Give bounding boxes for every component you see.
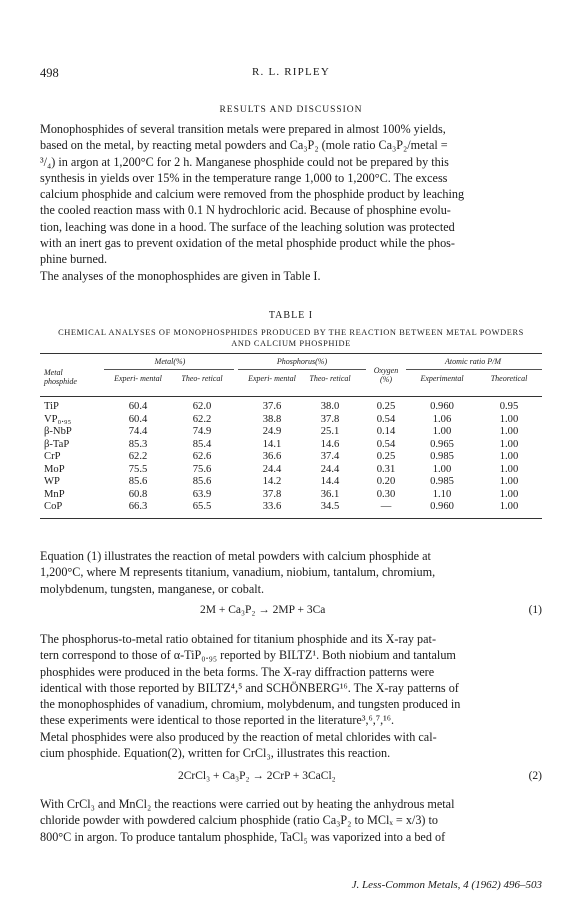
table-cell-p-exp: 33.6: [262, 501, 282, 512]
table-cell-p-exp: 14.2: [262, 476, 282, 487]
table-cell-p-exp: 36.6: [262, 451, 282, 462]
table-cell-metal-theo: 74.9: [192, 426, 212, 437]
table-cell-metal-theo: 62.2: [192, 413, 212, 425]
table-cell-ratio-theo: 1.00: [499, 463, 519, 475]
text-line: cium phosphide. Equation(2), written for CrCl₃, illustrates this reaction.: [40, 746, 391, 761]
header-ratio-theoretical: Theoretical: [490, 374, 528, 383]
text-line: based on the metal, by reacting metal powders and Ca₃P₂ (mole ratio Ca₃P₂/metal =: [40, 138, 448, 153]
table-cell-metal-theo: 62.0: [192, 401, 212, 412]
table-cell-ratio-exp: 0.985: [430, 451, 454, 462]
table-cell-ratio-theo: 1.00: [499, 476, 519, 487]
table-cell-ratio-theo: 1.00: [499, 413, 519, 425]
table-bottom-rule: [40, 518, 542, 519]
text-line: identical with those reported by BILTZ⁴,⁵ and SCHÖNBERG¹⁶. The X-ray patterns of: [40, 680, 459, 695]
equation-2-number: (2): [528, 770, 542, 782]
table-cell-ratio-exp: 0.960: [430, 501, 454, 512]
table-cell-metal-theo: 85.4: [192, 438, 212, 450]
table-cell-ratio-theo: 0.95: [499, 401, 519, 412]
paragraph-chlorides: [40, 796, 542, 845]
header-oxygen-pct: Oxygen (%): [373, 366, 399, 384]
table-caption: TABLE I: [268, 310, 314, 321]
table-cell-metal-theo: 65.5: [192, 501, 212, 512]
equation-2: 2CrCl₃ + Ca₃P₂ → 2CrP + 3CaCl₂: [178, 770, 336, 782]
table-cell-p-theo: 25.1: [320, 426, 340, 437]
text-line: the monophosphides of vanadium, chromium, molybdenum, and tungsten produced in: [40, 697, 461, 712]
table-cell-ratio-exp: 1.00: [432, 463, 452, 475]
table-cell-phosphide: VP₀.₉₅: [44, 413, 72, 425]
text-line: 1,200°C, where M represents titanium, vanadium, niobium, tantalum, chromium,: [40, 565, 436, 580]
table-cell-metal-exp: 85.3: [128, 438, 148, 450]
header-phosphorus-experimental: Experi- mental: [248, 374, 296, 383]
table-cell-ratio-exp: 0.965: [430, 438, 454, 450]
group-underline: [238, 369, 366, 370]
table-cell-p-exp: 24.9: [262, 426, 282, 437]
text-line: the cooled reaction mass with 0.1 N hydrochloric acid. Because of phosphine evolu-: [40, 203, 451, 218]
header-metal-phosphide: Metal phosphide: [44, 368, 77, 386]
header-atomic-ratio: Atomic ratio P/M: [445, 357, 501, 366]
table-top-rule: [40, 353, 542, 354]
table-cell-p-theo: 34.5: [320, 501, 340, 512]
text-line: Equation (1) illustrates the reaction of metal powders with calcium phosphide at: [40, 549, 431, 563]
text-line: phosphides were produced in the beta forms. The X-ray diffraction patterns were: [40, 664, 435, 679]
text-line: With CrCl₃ and MnCl₂ the reactions were carried out by heating the anhydrous metal: [40, 797, 455, 811]
text-line: The analyses of the monophosphides are given in Table I.: [40, 268, 321, 283]
group-underline: [104, 369, 234, 370]
text-line: 800°C in argon. To produce tantalum phosphide, TaCl₅ was vaporized into a bed of: [40, 829, 446, 844]
table-cell-ratio-theo: 1.00: [499, 451, 519, 462]
table-cell-oxygen: 0.54: [376, 413, 396, 425]
table-cell-metal-theo: 63.9: [192, 488, 212, 500]
table-cell-phosphide: β-TaP: [44, 438, 70, 450]
table-cell-oxygen: 0.30: [376, 488, 396, 500]
section-title: RESULTS AND DISCUSSION: [219, 105, 363, 115]
running-header: [40, 66, 542, 82]
header-phosphorus-pct: Phosphorus(%): [276, 357, 328, 366]
table-cell-p-theo: 38.0: [320, 401, 340, 412]
table-cell-metal-exp: 66.3: [128, 501, 148, 512]
table-cell-phosphide: WP: [44, 476, 60, 487]
table-cell-p-theo: 14.4: [320, 476, 340, 487]
journal-footer: J. Less-Common Metals, 4 (1962) 496–503: [351, 879, 542, 891]
table-cell-metal-exp: 62.2: [128, 451, 148, 462]
paragraph-equation1-intro: [40, 548, 542, 597]
table-cell-ratio-exp: 1.00: [432, 426, 452, 437]
table-cell-ratio-theo: 1.00: [499, 426, 519, 437]
text-line: phine burned.: [40, 252, 108, 267]
paragraph-results: [40, 631, 542, 761]
table-cell-p-theo: 24.4: [320, 463, 340, 475]
table-cell-metal-theo: 85.6: [192, 476, 212, 487]
equation-1: 2M + Ca₃P₂ → 2MP + 3Ca: [200, 604, 326, 616]
text-line: Metal phosphides were also produced by the reaction of metal chlorides with cal-: [40, 729, 437, 744]
table-cell-metal-exp: 75.5: [128, 463, 148, 475]
equation-1-number: (1): [528, 604, 542, 616]
paragraph-intro: [40, 121, 542, 284]
table-cell-oxygen: 0.54: [376, 438, 396, 450]
table-cell-ratio-exp: 1.06: [432, 413, 452, 425]
table-cell-oxygen: 0.14: [376, 426, 396, 437]
table-cell-p-theo: 14.6: [320, 438, 340, 450]
table-cell-metal-theo: 75.6: [192, 463, 212, 475]
header-metal-experimental: Experi- mental: [114, 374, 162, 383]
table-cell-ratio-theo: 1.00: [499, 488, 519, 500]
header-metal-pct: Metal(%): [154, 357, 186, 366]
table-cell-oxygen: —: [380, 501, 392, 512]
running-head-author: R. L. RIPLEY: [252, 66, 330, 78]
group-underline: [406, 369, 542, 370]
table-cell-p-exp: 37.8: [262, 488, 282, 500]
table-cell-p-theo: 36.1: [320, 488, 340, 500]
table-cell-p-exp: 37.6: [262, 401, 282, 412]
table-cell-metal-exp: 74.4: [128, 426, 148, 437]
table-cell-phosphide: MoP: [44, 463, 65, 475]
text-line: tion, leaching was done in a hood. The surface of the leaching solution was protected: [40, 219, 455, 234]
text-line: calcium phosphide and calcium were removed from the phosphide product by leaching: [40, 187, 465, 202]
table-cell-ratio-exp: 1.10: [432, 488, 452, 500]
header-metal-theoretical: Theo- retical: [181, 374, 223, 383]
table-cell-phosphide: TiP: [44, 401, 59, 412]
table-subtitle-line: AND CALCIUM PHOSPHIDE: [231, 339, 351, 348]
table-cell-p-exp: 24.4: [262, 463, 282, 475]
text-line: Monophosphides of several transition metals were prepared in almost 100% yields,: [40, 122, 446, 136]
table-subtitle: [40, 327, 542, 349]
table-cell-phosphide: β-NbP: [44, 426, 72, 437]
table-cell-p-exp: 38.8: [262, 413, 282, 425]
text-line: The phosphorus-to-metal ratio obtained for titanium phosphide and its X-ray pat-: [40, 632, 436, 646]
text-line: with an inert gas to prevent oxidation of the metal phosphide product while the phos-: [40, 236, 455, 251]
table-cell-p-theo: 37.8: [320, 413, 340, 425]
text-line: tern correspond to those of α-TiP₀.₉₅ reported by BILTZ¹. Both niobium and tantalum: [40, 648, 456, 663]
table-cell-p-exp: 14.1: [262, 438, 282, 450]
table-cell-ratio-exp: 0.985: [430, 476, 454, 487]
table-cell-ratio-theo: 1.00: [499, 501, 519, 512]
text-line: these experiments were identical to those reported in the literature³,⁶,⁷,¹⁶.: [40, 713, 395, 728]
table-cell-phosphide: MnP: [44, 488, 65, 500]
table-cell-metal-exp: 85.6: [128, 476, 148, 487]
table-cell-p-theo: 37.4: [320, 451, 340, 462]
table-subtitle-line: CHEMICAL ANALYSES OF MONOPHOSPHIDES PRODUCED BY THE REACTION BETWEEN METAL POWDERS: [58, 328, 524, 337]
header-ratio-experimental: Experimental: [420, 374, 464, 383]
table-cell-ratio-exp: 0.960: [430, 401, 454, 412]
table-cell-metal-exp: 60.8: [128, 488, 148, 500]
table-cell-metal-theo: 62.6: [192, 451, 212, 462]
table-cell-oxygen: 0.20: [376, 476, 396, 487]
text-line: synthesis in yields over 15% in the temperature range 1,000 to 1,200°C. The excess: [40, 170, 448, 185]
text-line: chloride powder with powdered calcium phosphide (ratio Ca₃P₂ to MClₓ = x/3) to: [40, 813, 438, 828]
table-cell-metal-exp: 60.4: [128, 401, 148, 412]
table-cell-ratio-theo: 1.00: [499, 438, 519, 450]
table-cell-oxygen: 0.25: [376, 401, 396, 412]
table-cell-oxygen: 0.31: [376, 463, 396, 475]
text-line: molybdenum, tungsten, manganese, or cobalt.: [40, 581, 265, 596]
text-line: ³/₄) in argon at 1,200°C for 2 h. Manganese phosphide could not be prepared by this: [40, 154, 449, 169]
table-cell-oxygen: 0.25: [376, 451, 396, 462]
table-header-rule: [40, 396, 542, 397]
header-phosphorus-theoretical: Theo- retical: [309, 374, 351, 383]
table-cell-metal-exp: 60.4: [128, 413, 148, 425]
table-cell-phosphide: CoP: [44, 501, 63, 512]
page-number: 498: [40, 66, 59, 80]
table-cell-phosphide: CrP: [44, 451, 61, 462]
